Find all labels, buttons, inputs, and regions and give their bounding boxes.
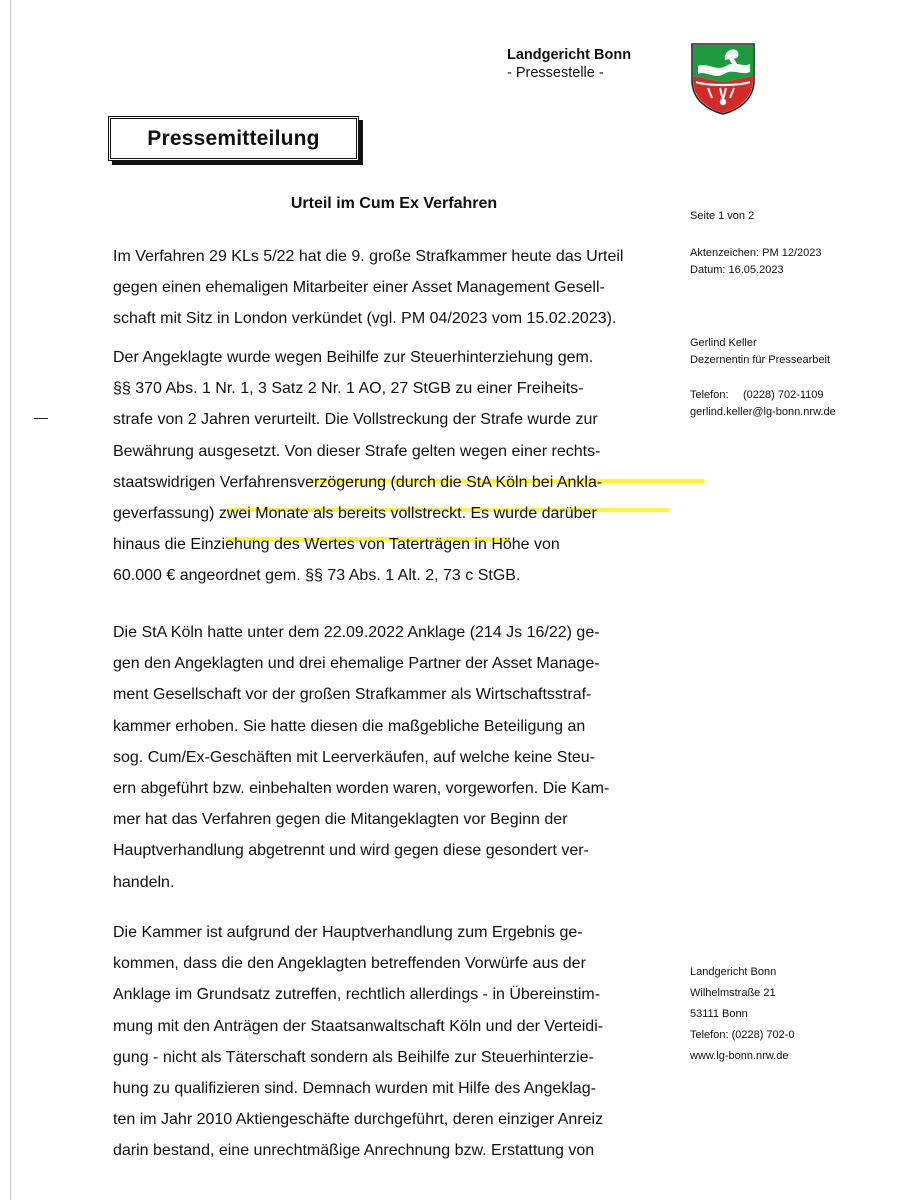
paragraph-indictment	[113, 617, 693, 898]
court-address-block	[690, 962, 795, 1067]
text-line: gung - nicht als Täterschaft sondern als Beihilfe zur Steuerhinterzie-	[113, 1048, 594, 1066]
contact-details	[690, 387, 836, 421]
release-date: Datum: 16.05.2023	[690, 264, 784, 276]
text-line: gegen einen ehemaligen Mitarbeiter einer Asset Management Gesell-	[113, 279, 605, 297]
text-line: Im Verfahren 29 KLs 5/22 hat die 9. große Strafkammer heute das Urteil	[113, 248, 624, 265]
text-line: mung mit den Anträgen der Staatsanwaltschaft Köln und der Verteidi-	[113, 1017, 604, 1035]
paragraph-findings	[113, 917, 693, 1167]
text-line: darin bestand, eine unrechtmäßige Anrechnung bzw. Erstattung von	[113, 1142, 595, 1160]
fold-mark	[34, 418, 48, 419]
contact-phone-row	[690, 387, 836, 404]
address-phone: Telefon: (0228) 702-0	[690, 1029, 795, 1041]
address-city: 53111 Bonn	[690, 1008, 748, 1020]
text-line: ern abgeführt bzw. einbehalten worden waren, vorgeworfen. Die Kam-	[113, 780, 610, 798]
text-line: ment Gesellschaft vor der großen Strafkammer als Wirtschaftsstraf-	[113, 686, 592, 704]
page-number-text: Seite 1 von 2	[690, 210, 755, 222]
text-line: Der Angeklagte wurde wegen Beihilfe zur Steuerhinterziehung gem.	[113, 349, 594, 366]
paragraph-sentence	[113, 342, 693, 592]
nrw-crest-icon	[690, 42, 756, 116]
text-line: mer hat das Verfahren gegen die Mitangeklagten vor Beginn der	[113, 811, 568, 829]
text-line: handeln.	[113, 873, 175, 891]
text-line: hinaus die Einziehung des Wertes von Taterträgen in Höhe von	[113, 536, 560, 554]
text-line: §§ 370 Abs. 1 Nr. 1, 3 Satz 2 Nr. 1 AO, 27 StGB zu einer Freiheits-	[113, 380, 584, 398]
text-line: Die StA Köln hatte unter dem 22.09.2022 Anklage (214 Js 16/22) ge-	[113, 624, 600, 641]
email-link[interactable]: gerlind.keller@lg-bonn.nrw.de	[690, 406, 836, 418]
press-release-title: Pressemitteilung	[147, 126, 320, 150]
text-line: gen den Angeklagten und drei ehemalige Partner der Asset Manage-	[113, 655, 600, 673]
paragraph-verdict	[113, 241, 693, 335]
reference-block	[690, 245, 821, 279]
phone-label: Telefon:	[690, 389, 729, 401]
text-line: geverfassung) zwei Monate als bereits vollstreckt. Es wurde darüber	[113, 505, 597, 523]
page-number	[690, 208, 754, 225]
headline: Urteil im Cum Ex Verfahren	[290, 195, 498, 212]
press-release-title-box	[108, 116, 359, 161]
address-street: Wilhelmstraße 21	[690, 987, 776, 999]
contact-role: Dezernentin für Pressearbeit	[690, 354, 831, 366]
text-line: strafe von 2 Jahren verurteilt. Die Vollstreckung der Strafe wurde zur	[113, 411, 598, 429]
page-edge	[10, 0, 11, 1200]
phone-number: (0228) 702-1109	[743, 389, 824, 401]
court-name: Landgericht Bonn	[507, 47, 632, 63]
text-line: 60.000 € angeordnet gem. §§ 73 Abs. 1 Alt. 2, 73 c StGB.	[113, 567, 521, 585]
text-line: staatswidrigen Verfahrensverzögerung (durch die StA Köln bei Ankla-	[113, 473, 603, 491]
text-line: schaft mit Sitz in London verkündet (vgl. PM 04/2023 vom 15.02.2023).	[113, 310, 617, 328]
text-line: Anklage im Grundsatz zutreffen, rechtlich allerdings - in Übereinstim-	[113, 986, 601, 1004]
text-line: Hauptverhandlung abgetrennt und wird gegen diese gesondert ver-	[113, 842, 589, 860]
text-line: kammer erhoben. Sie hatte diesen die maßgebliche Beteiligung an	[113, 717, 586, 735]
website-link[interactable]: www.lg-bonn.nrw.de	[690, 1050, 789, 1062]
press-office-label: - Pressestelle -	[507, 65, 604, 81]
text-line: Bewährung ausgesetzt. Von dieser Strafe gelten wegen einer rechts-	[113, 442, 601, 460]
text-line: sog. Cum/Ex-Geschäften mit Leerverkäufen, auf welche keine Steu-	[113, 748, 596, 766]
address-name: Landgericht Bonn	[690, 966, 777, 978]
text-line: kommen, dass die den Angeklagten betreffenden Vorwürfe aus der	[113, 955, 586, 973]
text-line: ten im Jahr 2010 Aktiengeschäfte durchgeführt, deren einziger Anreiz	[113, 1111, 604, 1129]
contact-name: Gerlind Keller	[690, 337, 757, 349]
text-line: Die Kammer ist aufgrund der Hauptverhandlung zum Ergebnis ge-	[113, 924, 583, 941]
contact-block	[690, 335, 830, 369]
reference-number: Aktenzeichen: PM 12/2023	[690, 247, 822, 259]
text-line: hung zu qualifizieren sind. Demnach wurden mit Hilfe des Angeklag-	[113, 1080, 596, 1098]
